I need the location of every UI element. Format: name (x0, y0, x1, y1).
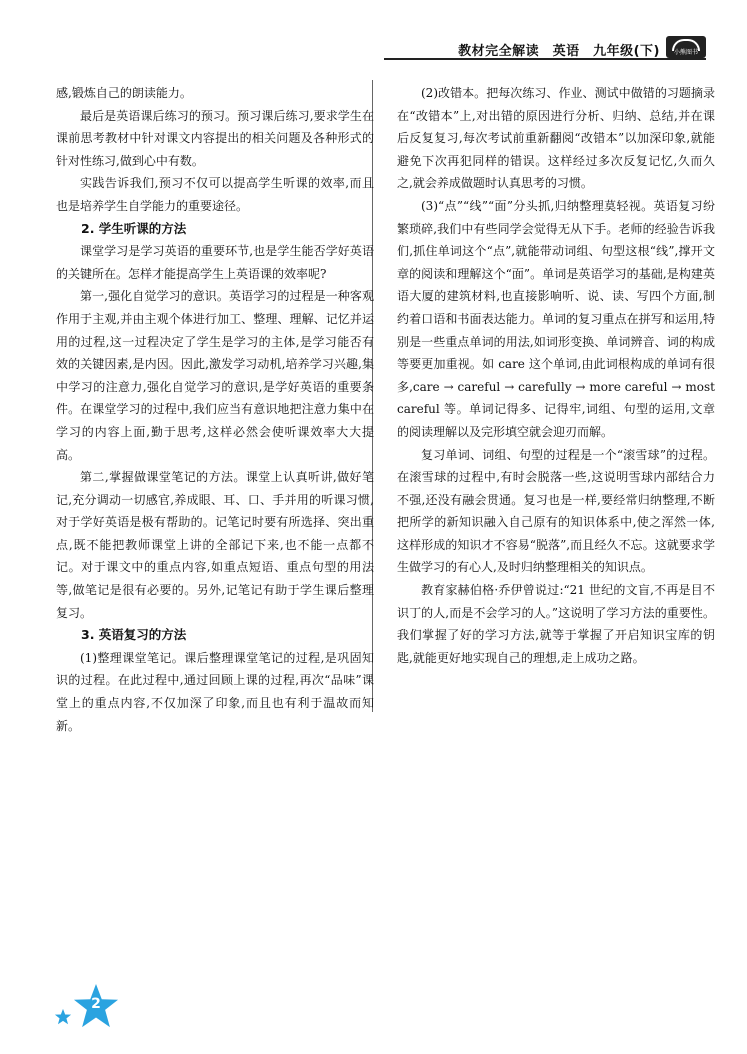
left-column (56, 82, 374, 737)
page-header (384, 36, 706, 60)
logo-text: 小熊图书 (673, 49, 698, 56)
section-heading: 2. 学生听课的方法 (81, 220, 187, 236)
paragraph: 感,锻炼自己的朗读能力。 (56, 86, 192, 100)
paragraph: 复习单词、词组、句型的过程是一个“滚雪球”的过程。在滚雪球的过程中,有时会脱落一些,这说明雪球内部结合力不强,还没有融会贯通。复习也是一样,要经常归纳整理,不断把所学的新知识融入自己原有的知识体系中,使之浑然一体,这样形成的知识才不容易“脱落”,而且经久不忘。这就要求学生做学习的有心人,及时归纳整理相关的知识点。 (397, 447, 715, 575)
publisher-logo (666, 36, 706, 58)
paragraph: 第二,掌握做课堂笔记的方法。课堂上认真听讲,做好笔记,充分调动一切感官,养成眼、耳、口、手并用的听课习惯,对于学好英语是极有帮助的。记笔记时要有所选择、突出重点,既不能把教师课堂上讲的全部记下来,也不能一点都不记。对于课文中的重点内容,如重点短语、重点句型的用法等,做笔记是很有必要的。另外,记笔记有助于学生课后整理复习。 (56, 470, 374, 620)
paragraph: 教育家赫伯格·乔伊曾说过:“21 世纪的文盲,不再是目不识丁的人,而是不会学习的人。”这说明了学习方法的重要性。我们掌握了好的学习方法,就等于掌握了开启知识宝库的钥匙,就能更好地实现自己的理想,走上成功之路。 (397, 583, 715, 665)
right-column (397, 82, 715, 669)
paragraph: (1)整理课堂笔记。课后整理课堂笔记的过程,是巩固知识的过程。在此过程中,通过回顾上课的过程,再次“品味”课堂上的重点内容,不仅加深了印象,而且也有利于温故而知新。 (56, 650, 374, 733)
header-rule (384, 58, 706, 60)
section-heading: 3. 英语复习的方法 (81, 627, 187, 643)
header-title: 教材完全解读 英语 九年级(下) (458, 44, 660, 59)
paragraph: (3)“点”“线”“面”分头抓,归纳整理莫轻视。英语复习纷繁琐碎,我们中有些同学会觉得无从下手。老师的经验告诉我们,抓住单词这个“点”,就能带动词组、句型这根“线”,撑开文章的阅读和理解这个“面”。单词是英语学习的基础,是构建英语大厦的建筑材料,也直接影响听、说、读、写四个方面,制约着口语和书面表达能力。单词的复习重点在拼写和运用,特别是一些重点单词的用法,如词形变换、单词辨音、词的构成等要更加重视。如 care 这个单词,由此词根构成的单词有很多,care → careful → carefully → more careful → most careful 等。单词记得多、记得牢,词组、句型的运用,文章的阅读理解以及完形填空就会迎刃而解。 (397, 198, 715, 439)
paragraph: 第一,强化自觉学习的意识。英语学习的过程是一种客观作用于主观,并由主观个体进行加工、整理、理解、记忆并运用的过程,这一过程决定了学生是学习的主体,是学习能否有效的关键因素,是内因。因此,激发学习动机,培养学习兴趣,集中学习的注意力,强化自觉学习的意识,是学好英语的重要条件。在课堂学习的过程中,我们应当有意识地把注意力集中在学习的内容上面,勤于思考,这样必然会使听课效率大大提高。 (56, 289, 374, 462)
paragraph: 课堂学习是学习英语的重要环节,也是学生能否学好英语的关键所在。怎样才能提高学生上英语课的效率呢? (56, 244, 374, 281)
page-number: 2 (91, 996, 101, 1012)
paragraph: 实践告诉我们,预习不仅可以提高学生听课的效率,而且也是培养学生自学能力的重要途径。 (56, 176, 374, 213)
small-star-icon (54, 1008, 72, 1026)
paragraph: (2)改错本。把每次练习、作业、测试中做错的习题摘录在“改错本”上,对出错的原因进行分析、归纳、总结,并在课后反复复习,每次考试前重新翻阅“改错本”以加深印象,就能避免下次再犯同样的错误。这样经过多次反复记忆,久而久之,就会养成做题时认真思考的习惯。 (397, 86, 715, 191)
paragraph: 最后是英语课后练习的预习。预习课后练习,要求学生在课前思考教材中针对课文内容提出的相关问题及各种形式的针对性练习,做到心中有数。 (56, 108, 374, 168)
